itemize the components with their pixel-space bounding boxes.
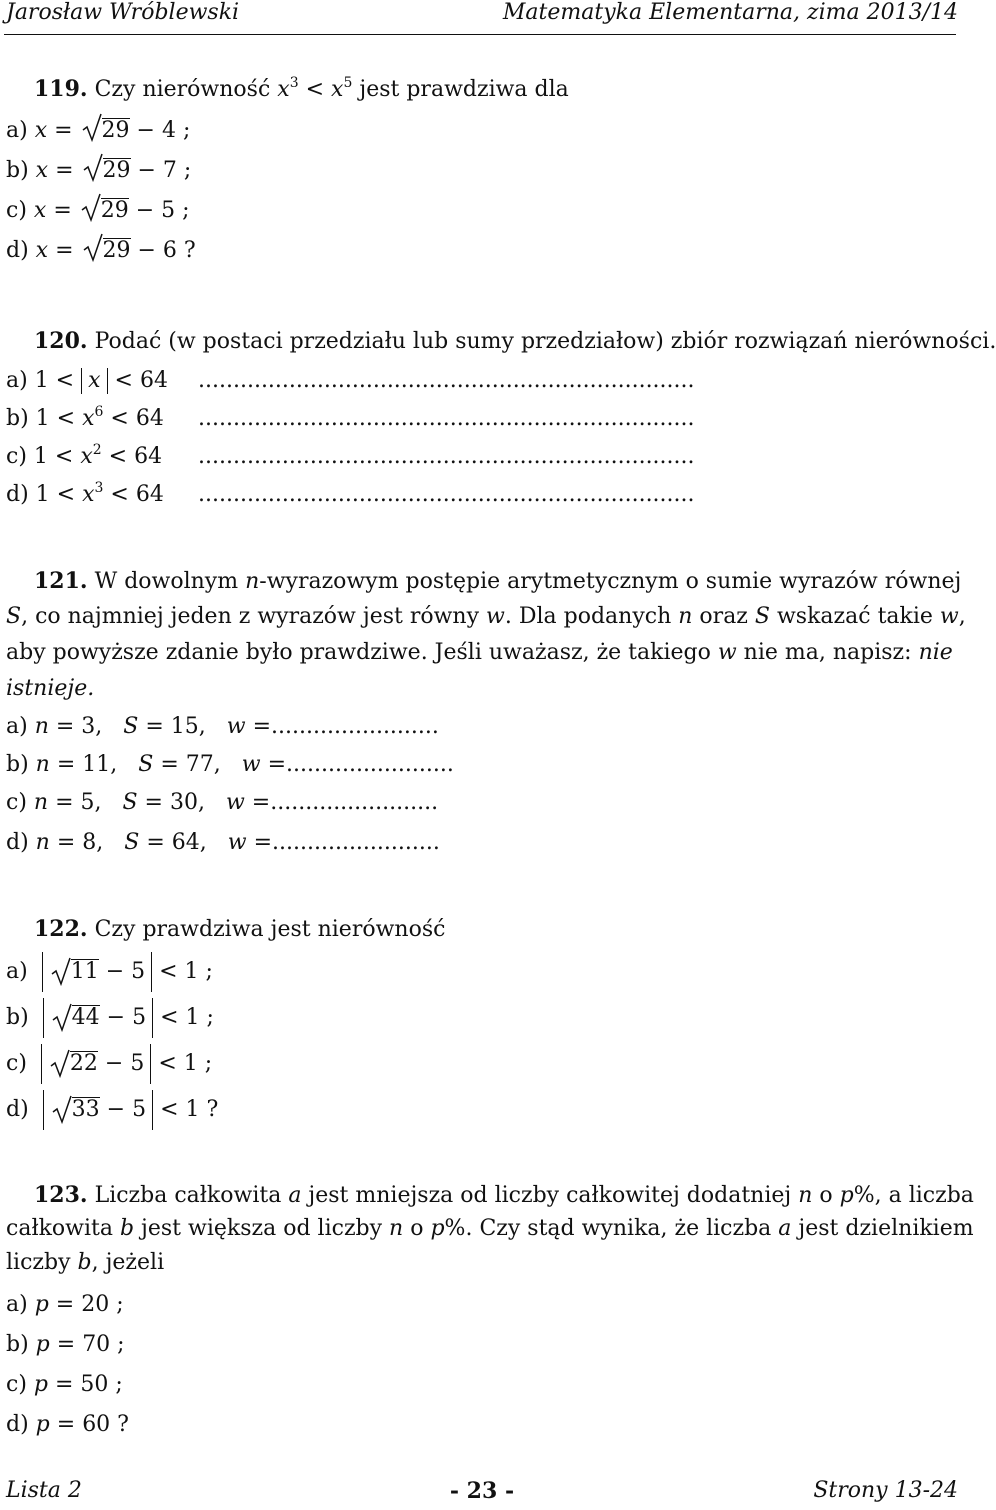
sqrt-symbol: 29 (81, 196, 129, 226)
sqrt-symbol: 22 (50, 1044, 98, 1084)
footer-pages: Strony 13-24 (813, 1478, 958, 1503)
problem-120-item-a: a) 1 < x < 64 ....................................................................... (6, 368, 695, 393)
problem-121-item-d: d) n = 8, S = 64, w =........................ (6, 830, 440, 855)
problem-120-title: 120. Podać (w postaci przedziału lub sumy przedziałow) zbiór rozwiązań nierówności. (34, 328, 996, 354)
problem-121-line-2: S, co najmniej jeden z wyrazów jest równy w. Dla podanych n oraz S wskazać takie w, (6, 604, 966, 629)
page-header (6, 0, 958, 30)
problem-121-line-3: aby powyższe zdanie było prawdziwe. Jeśli uważasz, że takiego w nie ma, napisz: nie (6, 640, 953, 665)
sqrt-symbol: 29 (83, 236, 131, 266)
page-footer (6, 1478, 958, 1508)
sqrt-symbol: 33 (52, 1090, 100, 1130)
problem-121-line-1: 121. W dowolnym n-wyrazowym postępie arytmetycznym o sumie wyrazów równej (34, 568, 962, 594)
sqrt-symbol: 11 (51, 952, 99, 992)
sqrt-symbol: 29 (82, 116, 130, 146)
problem-122-title: 122. Czy prawdziwa jest nierówność (34, 916, 446, 942)
problem-119-item-c: c) x = 29 − 5 ; (6, 196, 190, 226)
problem-121-item-b: b) n = 11, S = 77, w =........................ (6, 752, 454, 777)
problem-122-item-a: a) 11 − 5 < 1 ; (6, 952, 213, 992)
problem-122-item-d: d) 33 − 5 < 1 ? (6, 1090, 218, 1130)
problem-123-item-c: c) p = 50 ; (6, 1372, 123, 1397)
sqrt-symbol: 29 (83, 156, 131, 186)
problem-123-item-b: b) p = 70 ; (6, 1332, 125, 1357)
header-author: Jarosław Wróblewski (6, 0, 240, 25)
problem-120-item-d: d) $1 < x^3 < 64$ ....................................................................... (6, 480, 695, 507)
problem-121-item-c: c) n = 5, S = 30, w =........................ (6, 790, 439, 815)
problem-120-item-c: c) $1 < x^2 < 64$ ....................................................................... (6, 442, 695, 469)
problem-119-item-d: d) x = 29 − 6 ? (6, 236, 196, 266)
problem-122-item-b: b) 44 − 5 < 1 ; (6, 998, 214, 1038)
header-course: Matematyka Elementarna, zima 2013/14 (502, 0, 958, 25)
problem-123-line-2: całkowita b jest większa od liczby n o p%. Czy stąd wynika, że liczba a jest dzielnikiem (6, 1216, 974, 1241)
header-rule (4, 34, 956, 35)
problem-122-item-c: c) 22 − 5 < 1 ; (6, 1044, 212, 1084)
problem-123-line-1: 123. Liczba całkowita a jest mniejsza od liczby całkowitej dodatniej n o p%, a liczba (34, 1182, 974, 1208)
problem-123-item-a: a) p = 20 ; (6, 1292, 124, 1317)
problem-119-item-b: b) x = 29 − 7 ; (6, 156, 191, 186)
sqrt-symbol: 44 (52, 998, 100, 1038)
problem-123-item-d: d) p = 60 ? (6, 1412, 129, 1437)
problem-121-line-4: istnieje. (6, 676, 95, 701)
problem-119-item-a: a) x = 29 − 4 ; (6, 116, 190, 146)
problem-119-title: 119. Czy nierówność $x^3 < x^5$ jest prawdziwa dla (34, 75, 569, 102)
footer-page-number: - 23 - (449, 1478, 515, 1504)
problem-120-item-b: b) $1 < x^6 < 64$ ....................................................................... (6, 404, 695, 431)
problem-123-line-3: liczby b, jeżeli (6, 1250, 165, 1275)
footer-list: Lista 2 (6, 1478, 82, 1503)
problem-121-item-a: a) n = 3, S = 15, w =........................ (6, 714, 439, 739)
